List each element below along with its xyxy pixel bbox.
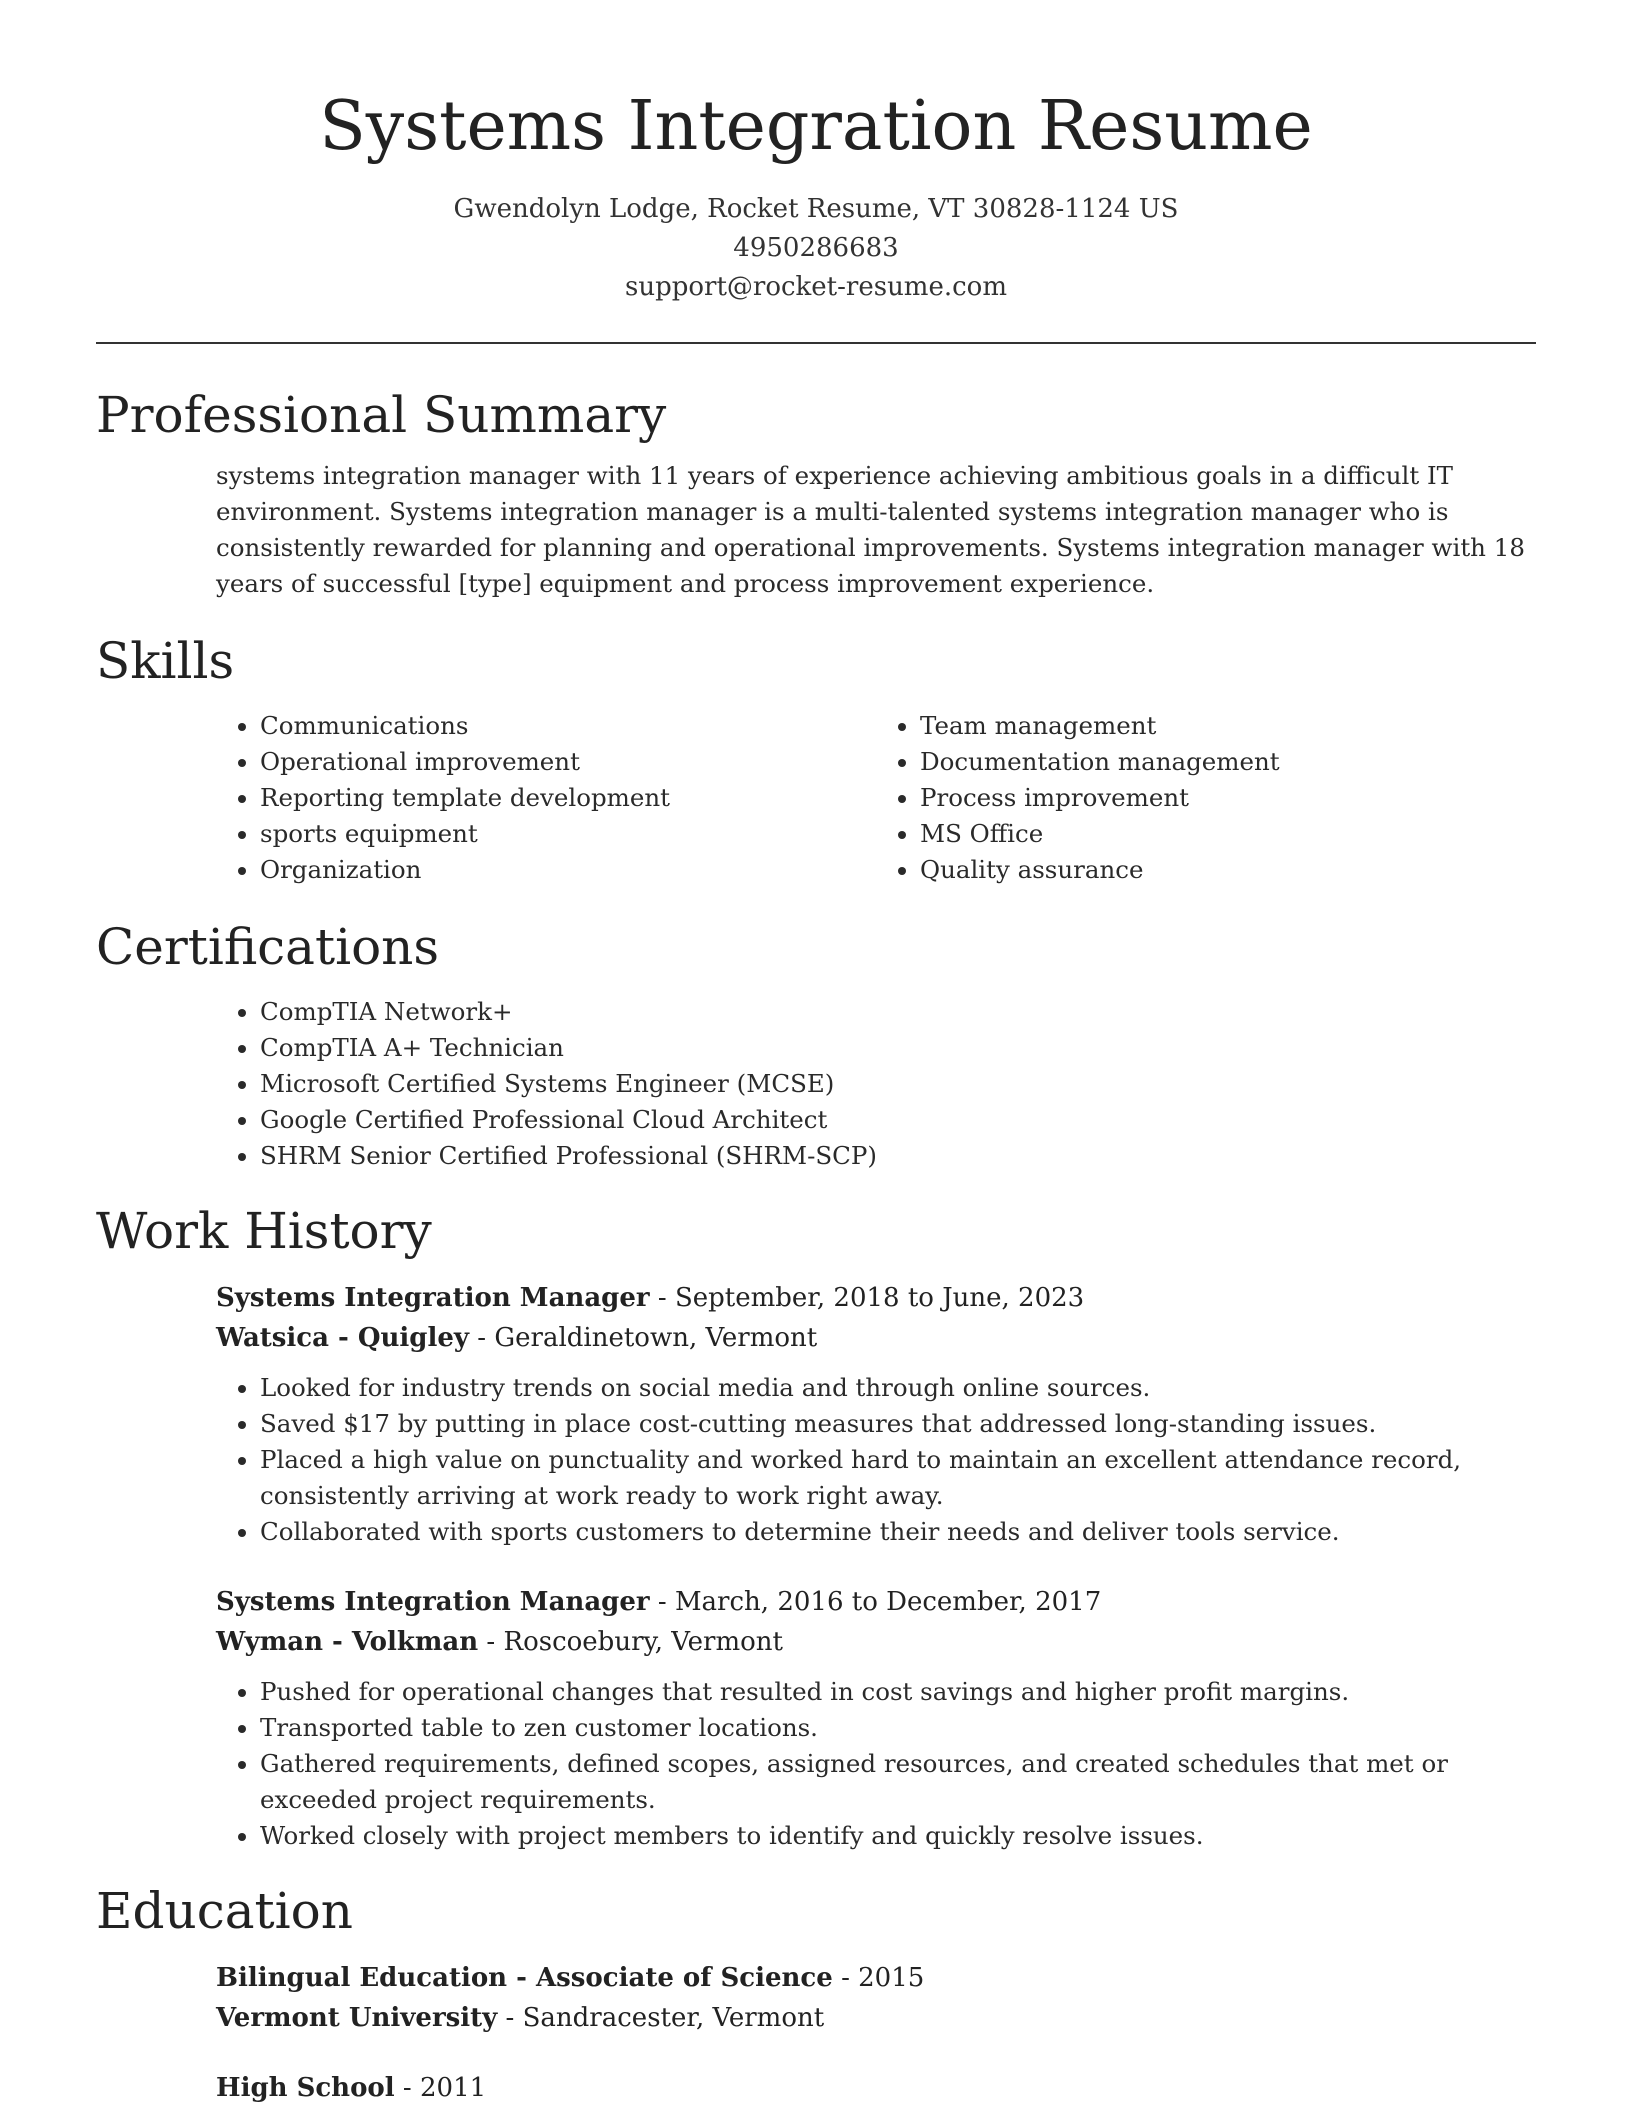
education-school-line xyxy=(216,1998,1536,2038)
skill-item: • Communications xyxy=(260,708,876,744)
skill-item: • Operational improvement xyxy=(260,744,876,780)
education-degree-line xyxy=(216,1958,1536,1998)
job-title-line xyxy=(216,1278,1536,1318)
section-spacer xyxy=(96,1854,1536,1876)
separator: - xyxy=(832,1963,859,1993)
skill-item: • Documentation management xyxy=(920,744,1536,780)
job-title: Systems Integration Manager xyxy=(216,1587,650,1617)
job-entry xyxy=(216,1278,1536,1550)
resume-content xyxy=(96,380,1536,2108)
job-title-line xyxy=(216,1582,1536,1622)
job-dates: September, 2018 to June, 2023 xyxy=(674,1283,1085,1313)
education-section xyxy=(96,1876,1536,2108)
skills-heading: Skills xyxy=(96,632,235,690)
skill-item: • sports equipment xyxy=(260,816,876,852)
education-location: Sandracester, Vermont xyxy=(522,2003,825,2033)
work-heading: Work History xyxy=(96,1202,432,1260)
separator: - xyxy=(649,1587,675,1617)
summary-heading: Professional Summary xyxy=(96,386,667,444)
skills-list-left xyxy=(216,708,876,888)
work-section xyxy=(96,1196,1536,1876)
job-bullet: • Pushed for operational changes that resulted in cost savings and higher profit margins. xyxy=(260,1674,1536,1710)
separator: - xyxy=(469,1323,495,1353)
skills-section xyxy=(96,626,1536,888)
job-bullet: • Saved $17 by putting in place cost-cutting measures that addressed long-standing issues. xyxy=(260,1406,1536,1442)
education-degree-line xyxy=(216,2068,1536,2108)
skill-item: • Organization xyxy=(260,852,876,888)
education-year: 2015 xyxy=(858,1963,925,1993)
education-school: Vermont University xyxy=(216,2003,498,2033)
job-company-line xyxy=(216,1622,1536,1662)
separator: - xyxy=(478,1627,504,1657)
job-bullet: • Transported table to zen customer locations. xyxy=(260,1710,1536,1746)
skill-item: • Reporting template development xyxy=(260,780,876,816)
skills-columns xyxy=(96,708,1536,888)
job-bullets xyxy=(216,1674,1536,1854)
job-bullet: • Collaborated with sports customers to determine their needs and deliver tools service. xyxy=(260,1514,1536,1550)
education-degree: High School xyxy=(216,2073,395,2103)
job-company-line xyxy=(216,1318,1536,1358)
separator: - xyxy=(497,2003,523,2033)
job-bullet: • Looked for industry trends on social media and through online sources. xyxy=(260,1370,1536,1406)
job-dates: March, 2016 to December, 2017 xyxy=(674,1587,1102,1617)
skill-item: • Process improvement xyxy=(920,780,1536,816)
skill-item: • Quality assurance xyxy=(920,852,1536,888)
education-year: 2011 xyxy=(419,2073,487,2103)
certification-item: • Google Certified Professional Cloud Architect xyxy=(260,1102,1536,1138)
education-body xyxy=(96,1958,1536,2108)
education-heading: Education xyxy=(96,1882,353,1940)
summary-text: systems integration manager with 11 years of experience achieving ambitious goals in a difficult IT environment. Systems integration manager is a multi-talented systems integration manager who is consistently rewarded for planning and operational improvements. Systems integration manager with 18 years of successful [type] equipment and process improvement experience. xyxy=(216,461,1525,598)
separator: - xyxy=(394,2073,420,2103)
certifications-list xyxy=(216,994,1536,1174)
education-entry xyxy=(216,1958,1536,2038)
education-entry xyxy=(216,2068,1536,2108)
job-bullet: • Placed a high value on punctuality and worked hard to maintain an excellent attendance record, consistently arriving at work ready to work right away. xyxy=(260,1442,1536,1514)
job-bullets xyxy=(216,1370,1536,1550)
certifications-section xyxy=(96,912,1536,1174)
certification-item: • CompTIA A+ Technician xyxy=(260,1030,1536,1066)
certification-item: • CompTIA Network+ xyxy=(260,994,1536,1030)
contact-email[interactable]: support@rocket-resume.com xyxy=(624,272,1007,302)
job-location: Roscoebury, Vermont xyxy=(503,1627,783,1657)
job-company: Wyman - Volkman xyxy=(216,1627,479,1657)
certifications-heading: Certifications xyxy=(96,918,440,976)
certifications-body xyxy=(96,994,1536,1174)
contact-block xyxy=(0,190,1632,307)
job-bullet: • Gathered requirements, defined scopes, assigned resources, and created schedules that met or exceeded project requirements. xyxy=(260,1746,1536,1818)
certification-item: • Microsoft Certified Systems Engineer (MCSE) xyxy=(260,1066,1536,1102)
job-company: Watsica - Quigley xyxy=(216,1323,470,1353)
resume-title: Systems Integration Resume xyxy=(319,87,1313,166)
work-body xyxy=(96,1278,1536,1854)
certification-item: • SHRM Senior Certified Professional (SHRM-SCP) xyxy=(260,1138,1536,1174)
job-location: Geraldinetown, Vermont xyxy=(494,1323,818,1353)
header-divider xyxy=(96,342,1536,344)
job-title: Systems Integration Manager xyxy=(216,1283,650,1313)
contact-phone: 4950286683 xyxy=(733,233,899,263)
contact-address: Gwendolyn Lodge, Rocket Resume, VT 30828-1124 US xyxy=(453,194,1179,224)
job-entry xyxy=(216,1582,1536,1854)
resume-header xyxy=(0,0,1632,307)
skill-item: • Team management xyxy=(920,708,1536,744)
job-bullet: • Worked closely with project members to identify and quickly resolve issues. xyxy=(260,1818,1536,1854)
education-degree: Bilingual Education - Associate of Science xyxy=(216,1963,833,1993)
skills-list-right xyxy=(876,708,1536,888)
skill-item: • MS Office xyxy=(920,816,1536,852)
summary-section xyxy=(96,380,1536,602)
separator: - xyxy=(649,1283,675,1313)
